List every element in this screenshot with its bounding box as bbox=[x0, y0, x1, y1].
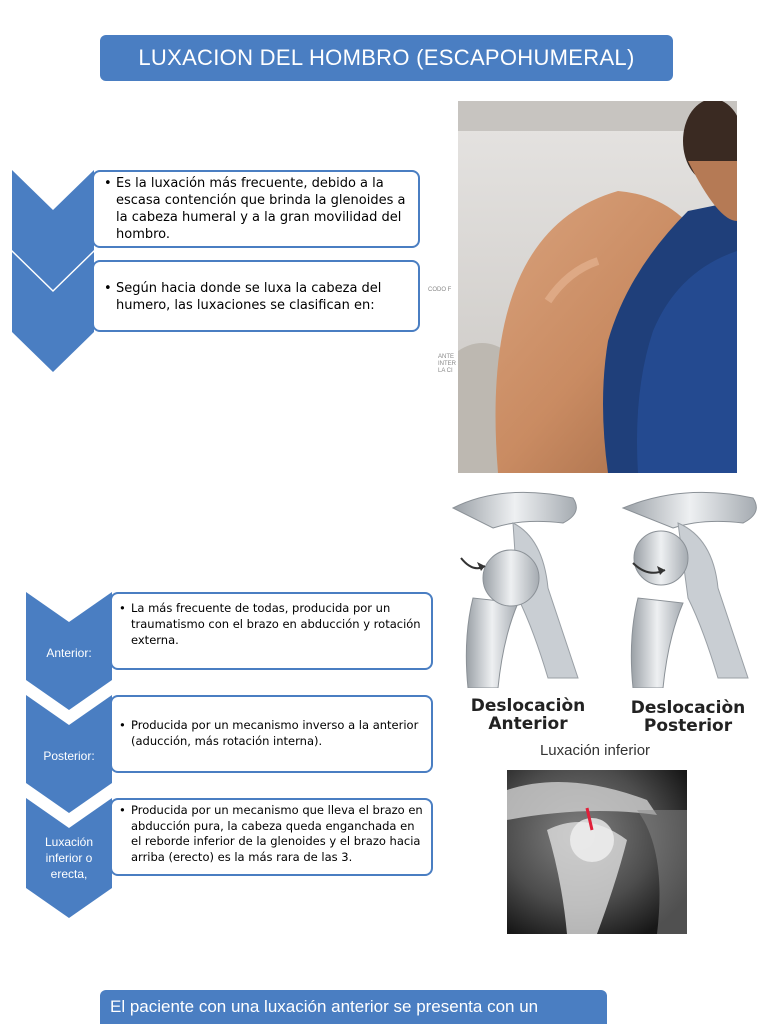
posterior-label-line2: Posterior bbox=[643, 716, 733, 736]
photo-scrap-text-2: ANTE bbox=[438, 354, 455, 360]
type-box-anterior bbox=[110, 592, 433, 670]
anterior-label-line2: Anterior bbox=[488, 714, 568, 734]
bottom-summary-text: El paciente con una luxación anterior se presenta con un bbox=[110, 997, 539, 1016]
photo-scrap-text-4: LA CI bbox=[438, 368, 453, 374]
type-box-posterior bbox=[110, 695, 433, 773]
type-label-posterior: Posterior: bbox=[43, 749, 95, 763]
xray-title: Luxación inferior bbox=[539, 742, 651, 759]
type-label-anterior: Anterior: bbox=[46, 646, 92, 660]
intro-box-1 bbox=[92, 170, 420, 248]
type-label-inferior: Luxación inferior o erecta, bbox=[44, 835, 94, 881]
shoulder-photo bbox=[458, 101, 737, 473]
type-box-inferior bbox=[110, 798, 433, 876]
type-desc-posterior: • Producida por un mecanismo inverso a la anterior (aducción, más rotación interna). bbox=[117, 717, 423, 749]
photo-scrap-text-1: CODO F bbox=[428, 287, 452, 293]
anterior-label-line1: Deslocaciòn bbox=[470, 696, 586, 716]
photo-scrap-text-3: INTER bbox=[438, 361, 456, 367]
intro-bullet-2: • Según hacia donde se luxa la cabeza del humero, las luxaciones se clasifican en: bbox=[102, 280, 410, 314]
intro-box-2 bbox=[92, 260, 420, 332]
dislocation-anatomy-illustration bbox=[433, 478, 768, 740]
intro-bullet-1: • Es la luxación más frecuente, debido a la escasa contención que brinda la glenoides a la cabeza humeral y a la gran movilidad del hombro. bbox=[102, 175, 410, 243]
chevron-arrow-2 bbox=[12, 252, 94, 372]
xray-image bbox=[507, 770, 687, 934]
posterior-dislocation-label bbox=[613, 699, 763, 735]
type-desc-anterior: • La más frecuente de todas, producida por un traumatismo con el brazo en abducción y rotación externa. bbox=[117, 600, 423, 648]
anterior-dislocation-label bbox=[453, 697, 603, 733]
bottom-summary-box bbox=[100, 990, 607, 1024]
posterior-label-line1: Deslocaciòn bbox=[630, 698, 746, 718]
page-title: LUXACION DEL HOMBRO (ESCAPOHUMERAL) bbox=[100, 35, 673, 81]
type-desc-inferior: • Producida por un mecanismo que lleva el brazo en abducción pura, la cabeza queda enganchada en el reborde inferior de la glenoides y el brazo hacia arriba (erecto) es la más rara de las 3. bbox=[117, 803, 423, 865]
